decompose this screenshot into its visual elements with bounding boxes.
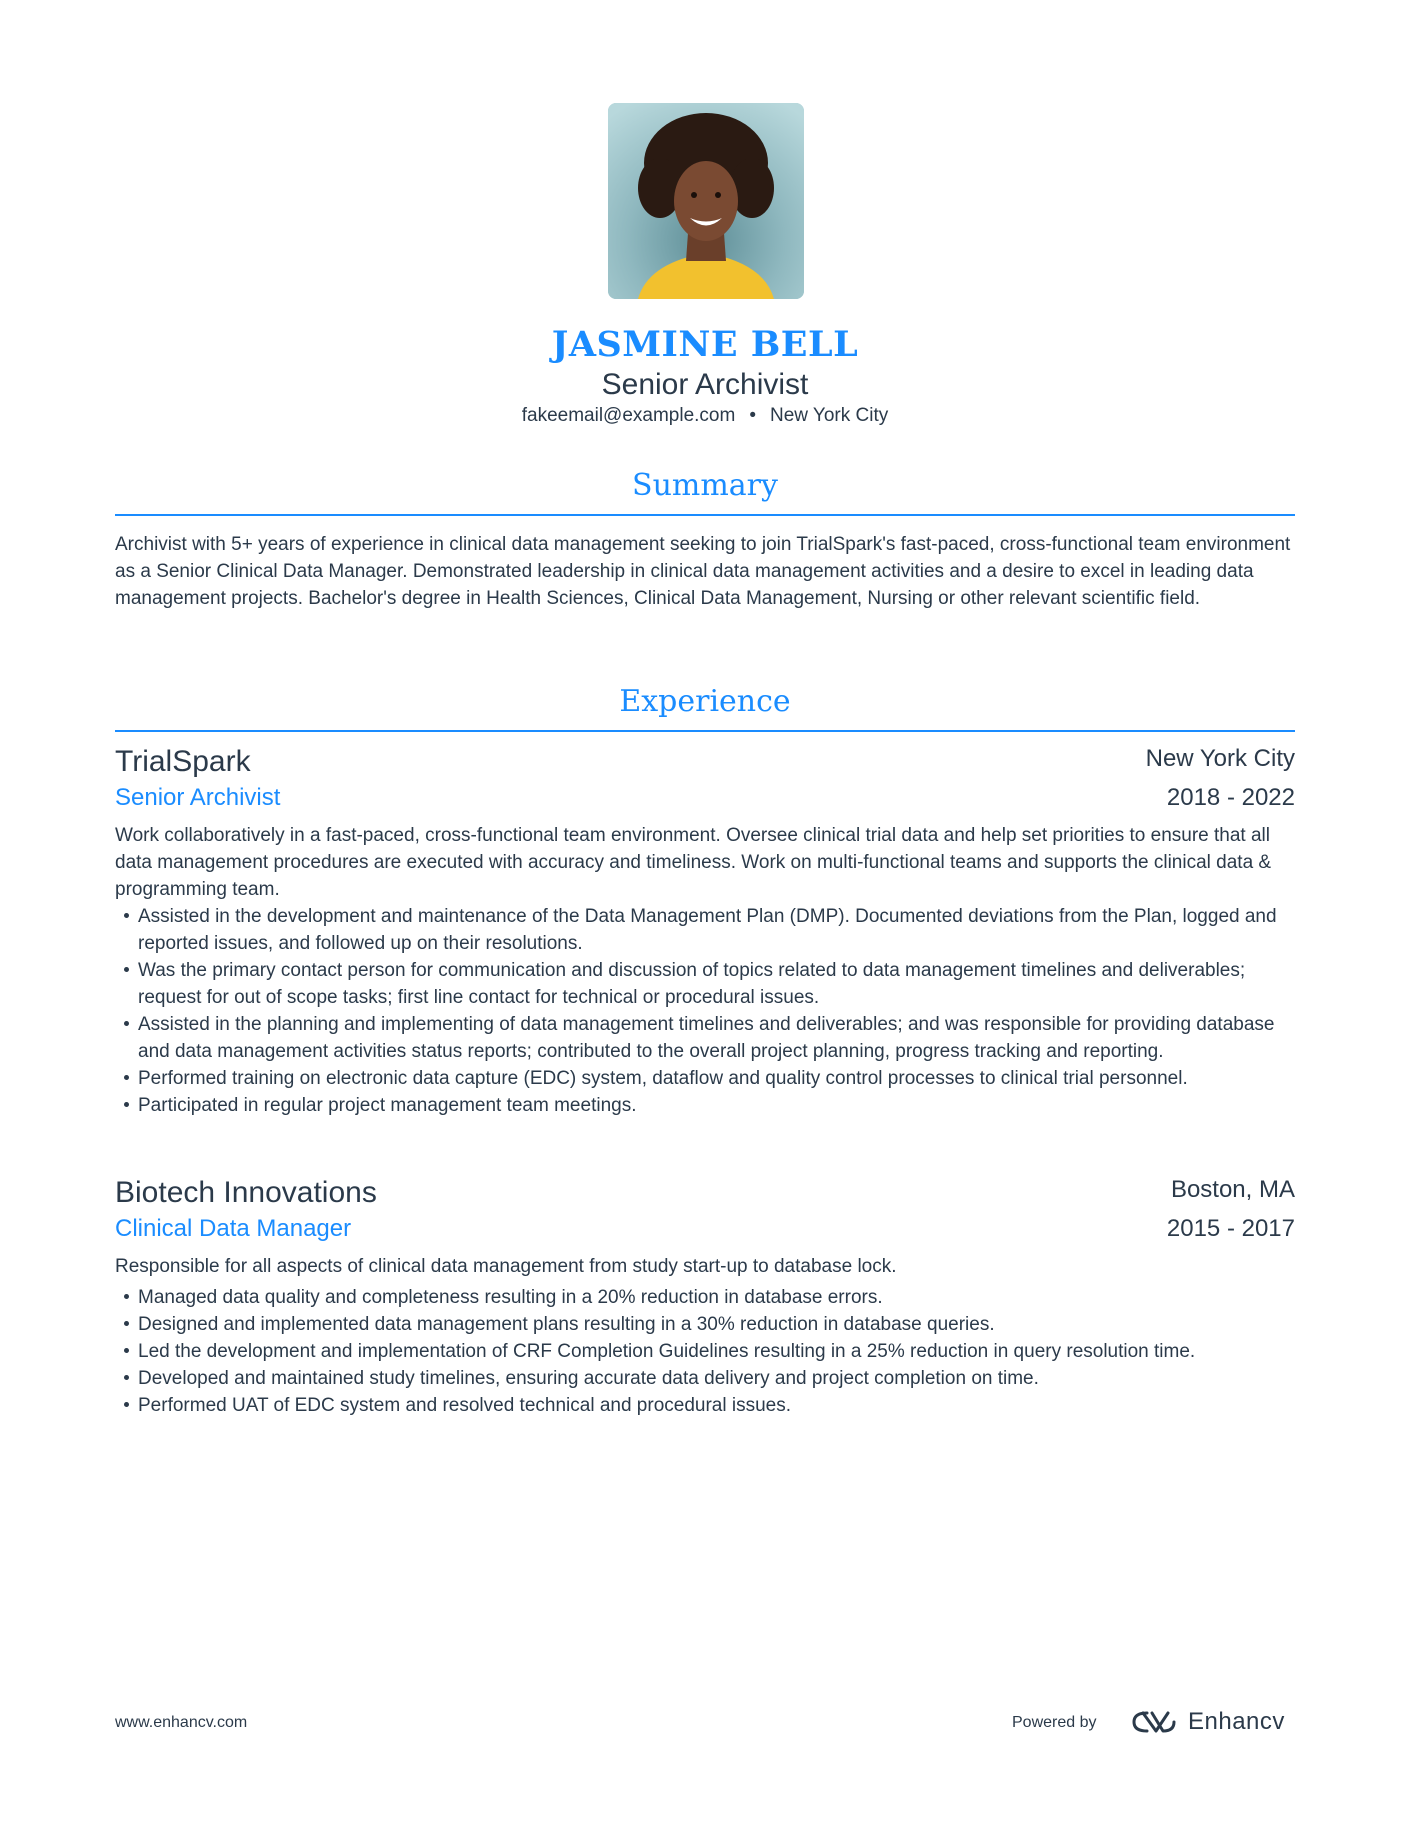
job-description: Work collaboratively in a fast-paced, cross-functional team environment. Oversee clinical trial data and help set priorities to ensure that all data management procedures are executed with accuracy and timeliness. Work on multi-functional teams and supports the clinical data & programming team. — [115, 825, 1272, 900]
list-item: Performed training on electronic data capture (EDC) system, dataflow and quality control processes to clinical trial personnel. — [115, 1065, 1300, 1092]
job-bullets — [115, 1284, 1300, 1419]
location-text: New York City — [769, 405, 889, 426]
list-item: Developed and maintained study timelines, ensuring accurate data delivery and project completion on time. — [115, 1365, 1300, 1392]
enhancv-logo-icon — [1130, 1707, 1178, 1737]
list-item: Assisted in the planning and implementing of data management timelines and deliverables; and was responsible for providing database and data management activities status reports; contributed to the overall project planning, progress tracking and reporting. — [115, 1011, 1300, 1065]
job-location: Boston, MA — [1170, 1176, 1295, 1203]
summary-divider — [115, 514, 1295, 516]
email-text: fakeemail@example.com — [521, 405, 736, 426]
powered-by-label: Powered by — [1012, 1714, 1097, 1731]
job-company: Biotech Innovations — [115, 1176, 377, 1209]
job-bullets — [115, 903, 1300, 1119]
contact-separator: • — [749, 405, 756, 426]
footer-link[interactable]: www.enhancv.com — [115, 1714, 248, 1731]
experience-heading: Experience — [619, 684, 791, 719]
job-dates: 2015 - 2017 — [1166, 1215, 1295, 1242]
experience-divider — [115, 730, 1295, 732]
list-item: Performed UAT of EDC system and resolved technical and procedural issues. — [115, 1392, 1300, 1419]
list-item: Managed data quality and completeness resulting in a 20% reduction in database errors. — [115, 1284, 1300, 1311]
list-item: Led the development and implementation of CRF Completion Guidelines resulting in a 25% reduction in query resolution time. — [115, 1338, 1300, 1365]
profile-photo — [608, 103, 804, 299]
job-role: Senior Archivist — [115, 784, 281, 811]
job-company: TrialSpark — [115, 745, 251, 778]
brand-logo[interactable] — [1130, 1705, 1285, 1739]
candidate-name: JASMINE BELL — [551, 324, 859, 365]
contact-line — [0, 405, 1410, 427]
candidate-title: Senior Archivist — [601, 368, 809, 401]
profile-photo-image — [608, 103, 804, 299]
summary-text: Archivist with 5+ years of experience in clinical data management seeking to join TrialSpark's fast-paced, cross-functional team environment as a Senior Clinical Data Manager. Demonstrated leadership in clinical data management activities and a desire to excel in leading data management projects. Bachelor's degree in Health Sciences, Clinical Data Management, Nursing or other relevant scientific field. — [115, 534, 1291, 609]
job-role: Clinical Data Manager — [115, 1215, 352, 1242]
list-item: Participated in regular project management team meetings. — [115, 1092, 1300, 1119]
job-dates: 2018 - 2022 — [1166, 784, 1295, 811]
list-item: Was the primary contact person for communication and discussion of topics related to data management timelines and deliverables; request for out of scope tasks; first line contact for technical or procedural issues. — [115, 957, 1300, 1011]
summary-heading: Summary — [632, 468, 778, 503]
list-item: Assisted in the development and maintenance of the Data Management Plan (DMP). Documented deviations from the Plan, logged and reported issues, and followed up on their resolutions. — [115, 903, 1300, 957]
job-location: New York City — [1145, 745, 1295, 772]
brand-name: Enhancv — [1188, 1708, 1285, 1735]
job-description: Responsible for all aspects of clinical data management from study start-up to database lock. — [115, 1256, 897, 1277]
list-item: Designed and implemented data management plans resulting in a 30% reduction in database queries. — [115, 1311, 1300, 1338]
